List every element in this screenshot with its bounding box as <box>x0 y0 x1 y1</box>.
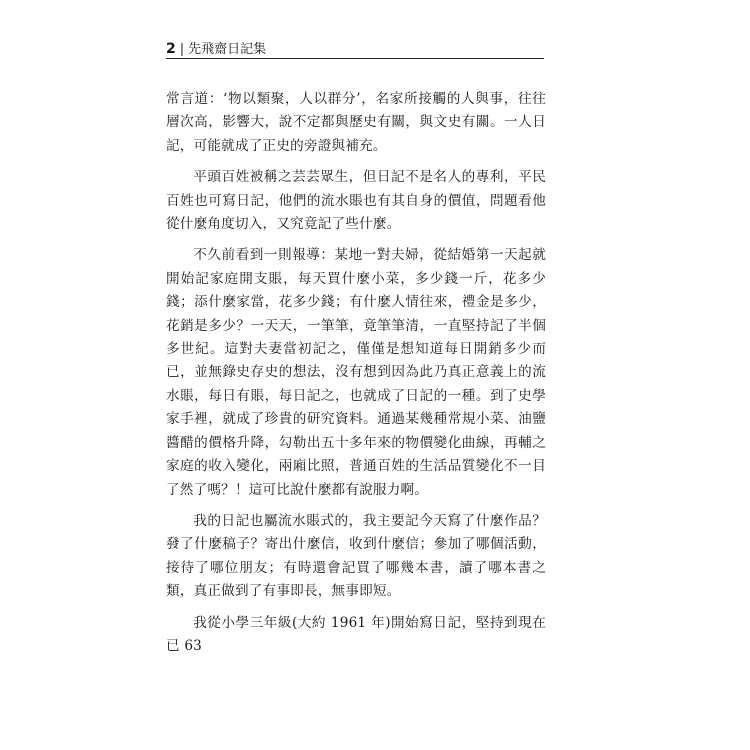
header-rule <box>166 58 544 59</box>
paragraph-3: 不久前看到一則報導：某地一對夫婦，從結婚第一天起就開始記家庭開支賬，每天買什麼小菜，多少錢一斤，花多少錢；添什麼家當，花多少錢；有什麼人情往來，禮金是多少，花銷是多少？一天天，一筆筆，竟筆筆清，一直堅持記了半個多世紀。這對夫妻當初記之，僅僅是想知道每日開銷多少而已，並無錄史存史的想法，沒有想到因為此乃真正意義上的流水賬，每日有賬，每日記之，也就成了日記的一種。到了史學家手裡，就成了珍貴的研究資料。通過某幾種常規小菜、油鹽醬醋的價格升降，勾勒出五十多年來的物價變化曲線，再輔之家庭的收入變化，兩廂比照，普通百姓的生活品質變化不一目了然了嗎？！這可比說什麼都有說服力啊。 <box>166 247 546 498</box>
paragraph-4: 我的日記也屬流水賬式的，我主要記今天寫了什麼作品？發了什麼稿子？寄出什麼信，收到什麼信；參加了哪個活動，接待了哪位朋友；有時還會記買了哪幾本書，讀了哪本書之類，真正做到了有事即長，無事即短。 <box>166 512 546 600</box>
paragraph-5: 我從小學三年級(大約 1961 年)開始寫日記，堅持到現在已 63 <box>166 614 546 654</box>
book-title: 先飛齋日記集 <box>188 42 267 57</box>
page-number: 2 <box>166 41 176 57</box>
header-separator: | <box>179 42 185 57</box>
paragraph-1: 常言道：‘物以類聚，人以群分’，名家所接觸的人與事，往往層次高，影響大，說不定都與歷史有關，與文史有關。一人日記，可能就成了正史的旁證與補充。 <box>166 91 546 154</box>
running-header <box>166 38 544 57</box>
paragraph-2: 平頭百姓被稱之芸芸眾生，但日記不是名人的專利，平民百姓也可寫日記，他們的流水賬也有其自身的價值，問題看他從什麼角度切入，又究竟記了些什麼。 <box>166 169 546 233</box>
body-text <box>166 88 546 658</box>
